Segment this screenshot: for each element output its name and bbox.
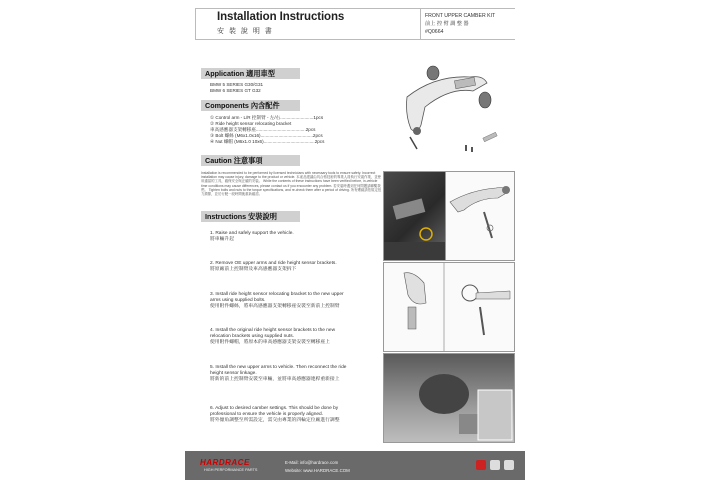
contact-email[interactable]: E-Mail: info@hardrace.com [285,460,339,465]
step-4-text-2: relocation brackets using supplied nuts. [210,334,294,339]
application-model-1: BMW 5 SERIES G30/G31 [210,82,264,87]
share-icon[interactable] [490,460,500,470]
step-6-text-2: professional to ensure the vehicle is properly aligned. [210,412,324,417]
brand-tagline: HIGH PERFORMANCE PARTS [204,468,258,472]
header-rule-bottom [195,39,515,40]
header-rule-top [195,8,515,9]
contact-info [285,459,350,475]
step-4-text: 4. Install the original ride height sensor brackets to the new [210,328,336,333]
step-5-text-cn: 將新的前上控制臂安裝至車輛，並將車高感應器連桿重新接上 [210,377,340,382]
header-side-rule [195,8,196,39]
step-1-text: 1. Raise and safely support the vehicle. [210,231,294,236]
step-3-text-2: arms using supplied bolts. [210,298,266,303]
step-3-text: 3. Install ride height sensor relocating bracket to the new upper [210,292,344,297]
step-6-text: 6. Adjust to desired camber settings. This should be done by [210,406,339,411]
step-6-text-cn: 將外傾角調整至所需設定，需交由專業的四輪定位廠進行調整 [210,418,340,423]
vehicle-photo-1 [383,171,446,261]
component-item: ② Ride height sensor relocating bracket [210,121,292,126]
youtube-icon[interactable] [476,460,486,470]
control-arm-illustration [395,55,515,155]
component-item: ① Control arm - L/R 控制臂 - 左/右..........................1pcs [210,115,324,120]
components-heading: Components 內含配件 [201,100,300,111]
document-title-cn: 安 裝 說 明 書 [217,28,274,35]
product-name-cn: 前上 控 臂 調 整 器 [425,21,469,27]
instructions-heading: Instructions 安裝說明 [201,211,300,222]
step-2-text-cn: 將原廠前上控制臂及車高感應器支架拆下 [210,267,297,272]
step-2-text: 2. Remove OE upper arms and ride height sensor brackets. [210,261,337,266]
product-name: FRONT UPPER CAMBER KIT [425,13,496,19]
component-item: ④ Nut 螺帽 (M6x1.0 10x6)........................................2pcs [210,139,325,144]
brand-logo: HARDRACE [200,458,250,467]
application-heading: Application 適用車型 [201,68,300,79]
step-4-text-cn: 使用附件螺帽，將原本的車高感應器支架安裝至轉移座上 [210,340,330,345]
part-number: #Q0664 [425,29,444,35]
header-divider [420,8,421,39]
caution-text: Installation is recommended to be performed by licensed technicians with necessary tools to ensure safety. Incorrect installation may cause injury, damage to the product or vehicle. 本產品建議由具合格技術的專業人員執行安裝作業，並使用適當的工具，確保安全與正確的安裝。 While the contents of these instructions have been verified before, in-vehicle time conditions may cause differences, please contact us if you encounter any problem. 若安裝時遇到任何問題請聯繫我們。 Tighten bolts and nuts to the torque specifications, and re-check them after a period of driving. 所有螺絲請依規定扭力鎖緊，並於行駛一段時間後重新確認。 [201,171,382,197]
contact-website[interactable]: Website: www.HARDRACE.COM [285,468,350,473]
arm-diagram-1 [445,171,515,261]
document-title: Installation Instructions [217,11,345,23]
component-item: 車高感應器支架轉移座.......................................2pcs [210,127,316,132]
caution-heading: Caution 注意事項 [201,155,300,166]
step-3-text-cn: 使用附件螺絲，將車高感應器支架轉移座安裝至新前上控制臂 [210,304,340,309]
vehicle-photo-2 [383,353,515,443]
product-info [425,12,495,36]
component-item: ③ Bolt 螺絲 (M6x1.0x16).........................................2pcs [210,133,323,138]
application-model-2: BMW 6 SERIES GT G32 [210,88,261,93]
wechat-icon[interactable] [504,460,514,470]
bracket-diagram [383,262,515,352]
step-1-text-cn: 將車輛升起 [210,237,234,242]
step-5-text: 5. Install the new upper arms to vehicle. Then reconnect the ride [210,365,347,370]
step-5-text-2: height sensor linkage. [210,371,257,376]
